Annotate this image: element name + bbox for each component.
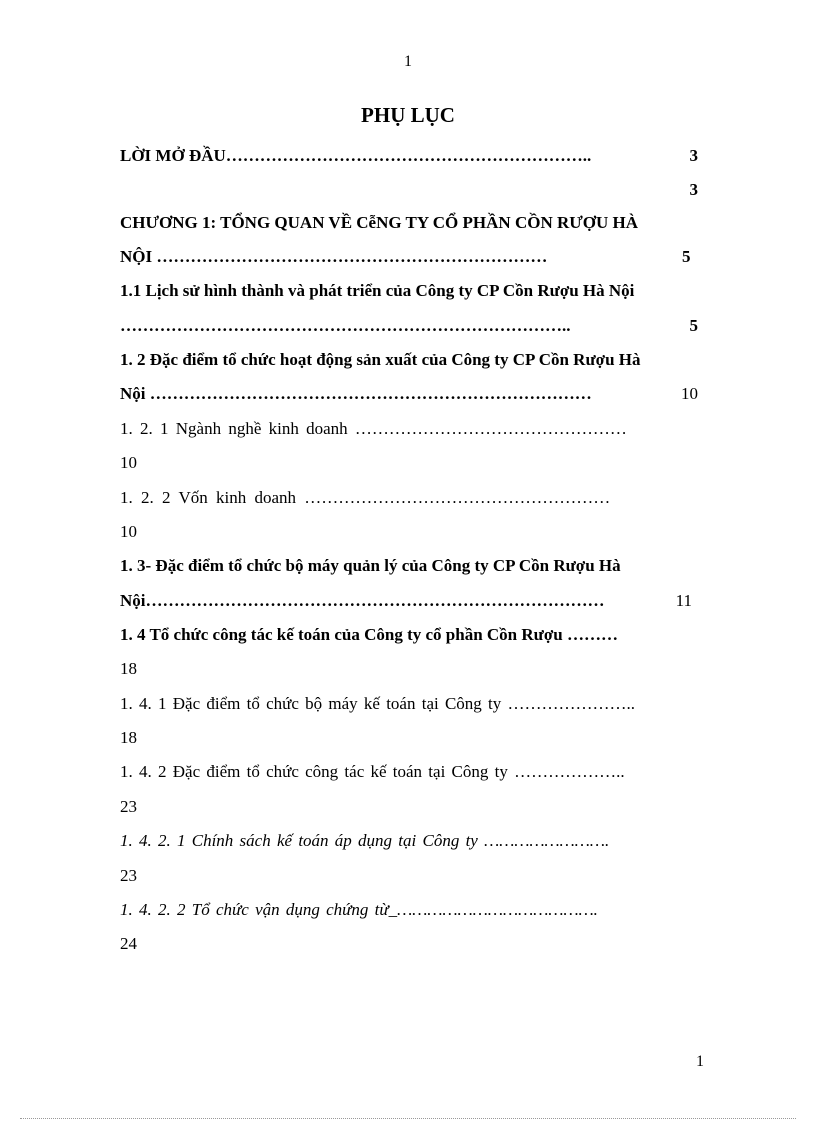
toc-entry-page-only: 24: [120, 934, 137, 953]
toc-entry-1-3: 1. 3- Đặc điểm tổ chức bộ máy quản lý của Công ty CP Cồn Rượu Hà: [120, 556, 621, 575]
toc-entry-1-1: 1.1 Lịch sử hình thành và phát triển của Công ty CP Cồn Rượu Hà Nội: [120, 281, 635, 300]
toc-entry-page-only: 10: [120, 453, 137, 472]
toc-entry-1-2-1: 1. 2. 1 Ngành nghề kinh doanh …………………………………………: [120, 419, 627, 438]
toc-entry-page-only: 18: [120, 728, 137, 747]
toc-entry-1-4-2-2: 1. 4. 2. 2 Tổ chức vận dụng chứng từ_………………………………….: [120, 900, 598, 919]
page-bottom-divider: [20, 1118, 796, 1119]
toc-entry-1-4: 1. 4 Tổ chức công tác kế toán của Công ty cổ phần Cồn Rượu ………: [120, 625, 618, 644]
toc-entry-1-3-cont: [120, 589, 698, 613]
toc-entry-page-only: 3: [689, 180, 698, 199]
toc-entry-page-only: 18: [120, 659, 137, 678]
footer-page-number: 1: [696, 1053, 704, 1070]
toc-entry-text: LỜI MỞ ĐẦU………………………………………………………..: [120, 146, 592, 165]
toc-entry-1-4-1: 1. 4. 1 Đặc điểm tổ chức bộ máy kế toán tại Công ty …………………..: [120, 694, 636, 713]
toc-entry-page-only: 10: [120, 522, 137, 541]
toc-entry-text: ……………………………………………………………………..: [120, 316, 571, 335]
toc-entry-page: 10: [681, 384, 698, 403]
toc-entry-page: 3: [689, 146, 698, 165]
toc-entry-chuong-1-cont: [120, 245, 698, 269]
toc-entry-1-2-cont: [120, 382, 698, 406]
toc-entry-text: NỘI ……………………………………………………………: [120, 247, 548, 266]
toc-entry-1-2-2: 1. 2. 2 Vốn kinh doanh ………………………………………………: [120, 488, 611, 507]
page-title: PHỤ LỤC: [361, 103, 455, 127]
toc-entry-1-4-2: 1. 4. 2 Đặc điểm tổ chức công tác kế toán tại Công ty ………………..: [120, 762, 625, 781]
toc-entry-1-1-cont: [120, 314, 698, 338]
toc-entry-1-2: 1. 2 Đặc điểm tổ chức hoạt động sản xuất của Công ty CP Cồn Rượu Hà: [120, 350, 641, 369]
toc-entry-text: Nội………………………………………………………………………: [120, 591, 605, 610]
header-page-number: 1: [404, 53, 412, 70]
toc-entry-page: 5: [689, 316, 698, 335]
toc-entry-page: 11: [675, 591, 692, 610]
toc-entry-page-only: 23: [120, 797, 137, 816]
toc-entry-loi-mo-dau: [120, 144, 698, 168]
toc-entry-text: Nội ……………………………………………………………………: [120, 384, 592, 403]
toc-entry-1-4-2-1: 1. 4. 2. 1 Chính sách kế toán áp dụng tại Công ty …………………….: [120, 831, 610, 850]
toc-entry-page-only: 23: [120, 866, 137, 885]
toc-entry-chuong-1: CHƯƠNG 1: TỔNG QUAN VỀ CễNG TY CỔ PHẦN CỒN RƯỢU HÀ: [120, 213, 639, 232]
toc-entry-page: 5: [682, 247, 691, 266]
